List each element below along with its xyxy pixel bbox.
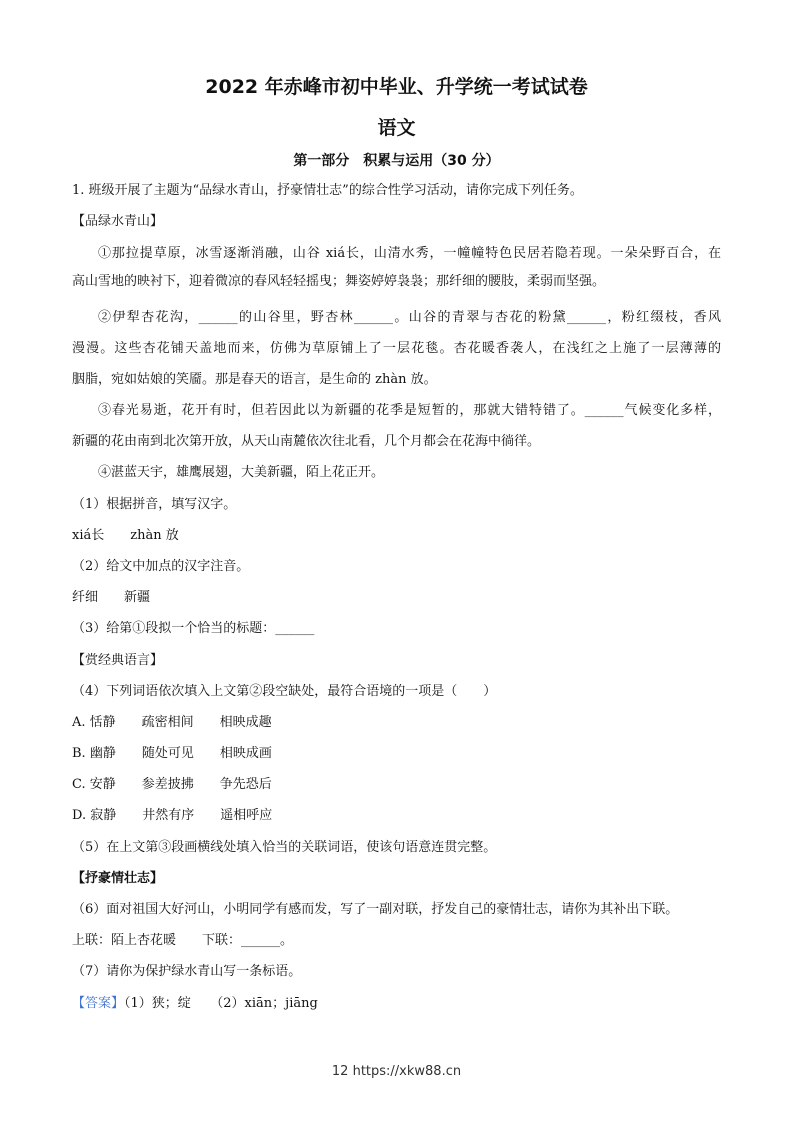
answer-line [72, 995, 721, 1013]
paragraph-2-line-1: ②伊犁杏花沟，______的山谷里，野杏林______。山谷的青翠与杏花的粉黛______，粉红缀枝，香风 [98, 310, 721, 325]
main-title: 2022 年赤峰市初中毕业、升学统一考试试卷 [205, 76, 588, 98]
paragraph-1-line-1: ①那拉提草原，冰雪逐渐消融，山谷 xiá长，山清水秀，一幢幢特色民居若隐若现。一朵朵野百合，在 [98, 246, 721, 261]
subquestion-1: （1）根据拼音，填写汉字。 [72, 497, 237, 512]
part-title: 第一部分 积累与运用（30 分） [293, 153, 500, 169]
couplet-line: 上联：陌上杏花暖 下联：______。 [72, 933, 294, 948]
section-heading-2: 【赏经典语言】 [72, 653, 164, 668]
subquestion-5: （5）在上文第③段画横线处填入恰当的关联词语，使该句语意连贯完整。 [72, 840, 497, 855]
option-a: A. 恬静 疏密相间 相映成趣 [72, 715, 272, 730]
option-b: B. 幽静 随处可见 相映成画 [72, 746, 272, 761]
paragraph-4-line-1: ④湛蓝天宇，雄鹰展翅，大美新疆，陌上花正开。 [98, 465, 385, 480]
paragraph-1-line-2: 高山雪地的映衬下，迎着微凉的春风轻轻摇曳；舞姿婷婷袅袅；那纤细的腰肢，柔弱而坚强。 [72, 274, 606, 289]
page-footer: 12 https://xkw88.cn [331, 1064, 462, 1079]
subquestion-3: （3）给第①段拟一个恰当的标题：______ [72, 621, 315, 636]
option-d: D. 寂静 井然有序 遥相呼应 [72, 808, 273, 823]
answer-tag: 【答案】 [72, 996, 125, 1011]
option-c: C. 安静 参差披拂 争先恐后 [72, 777, 272, 792]
answer-text: （1）狭；绽 （2）xiān；jiāng [124, 996, 318, 1011]
subquestion-4: （4）下列词语依次填入上文第②段空缺处，最符合语境的一项是（ ） [72, 684, 497, 699]
subquestion-2-items: 纤细 新疆 [72, 590, 151, 605]
paragraph-3-line-2: 新疆的花由南到北次第开放，从天山南麓依次往北看，几个月都会在花海中徜徉。 [72, 434, 541, 449]
subquestion-6: （6）面对祖国大好河山，小明同学有感而发，写了一副对联，抒发自己的豪情壮志，请你为其补出下联。 [72, 902, 679, 917]
subject-title: 语文 [377, 117, 416, 139]
subquestion-1-items: xiá长 zhàn 放 [72, 528, 179, 543]
subquestion-2: （2）给文中加点的汉字注音。 [72, 559, 250, 574]
section-heading-1: 【品绿水青山】 [72, 214, 164, 229]
paragraph-2-line-3: 胭脂，宛如姑娘的笑靥。那是春天的语言，是生命的 zhàn 放。 [72, 372, 437, 387]
section-heading-3: 【抒豪情壮志】 [72, 871, 164, 886]
question-intro: 1. 班级开展了主题为“品绿水青山，抒豪情壮志”的综合性学习活动，请你完成下列任务。 [72, 183, 583, 198]
paragraph-3-line-1: ③春光易逝，花开有时，但若因此以为新疆的花季是短暂的，那就大错特错了。______气候变化多样， [98, 403, 721, 418]
paragraph-2-line-2: 漫漫。这些杏花铺天盖地而来，仿佛为草原铺上了一层花毯。杏花暖香袭人，在浅红之上施了一层薄薄的 [72, 341, 721, 356]
subquestion-7: （7）请你为保护绿水青山写一条标语。 [72, 964, 302, 979]
